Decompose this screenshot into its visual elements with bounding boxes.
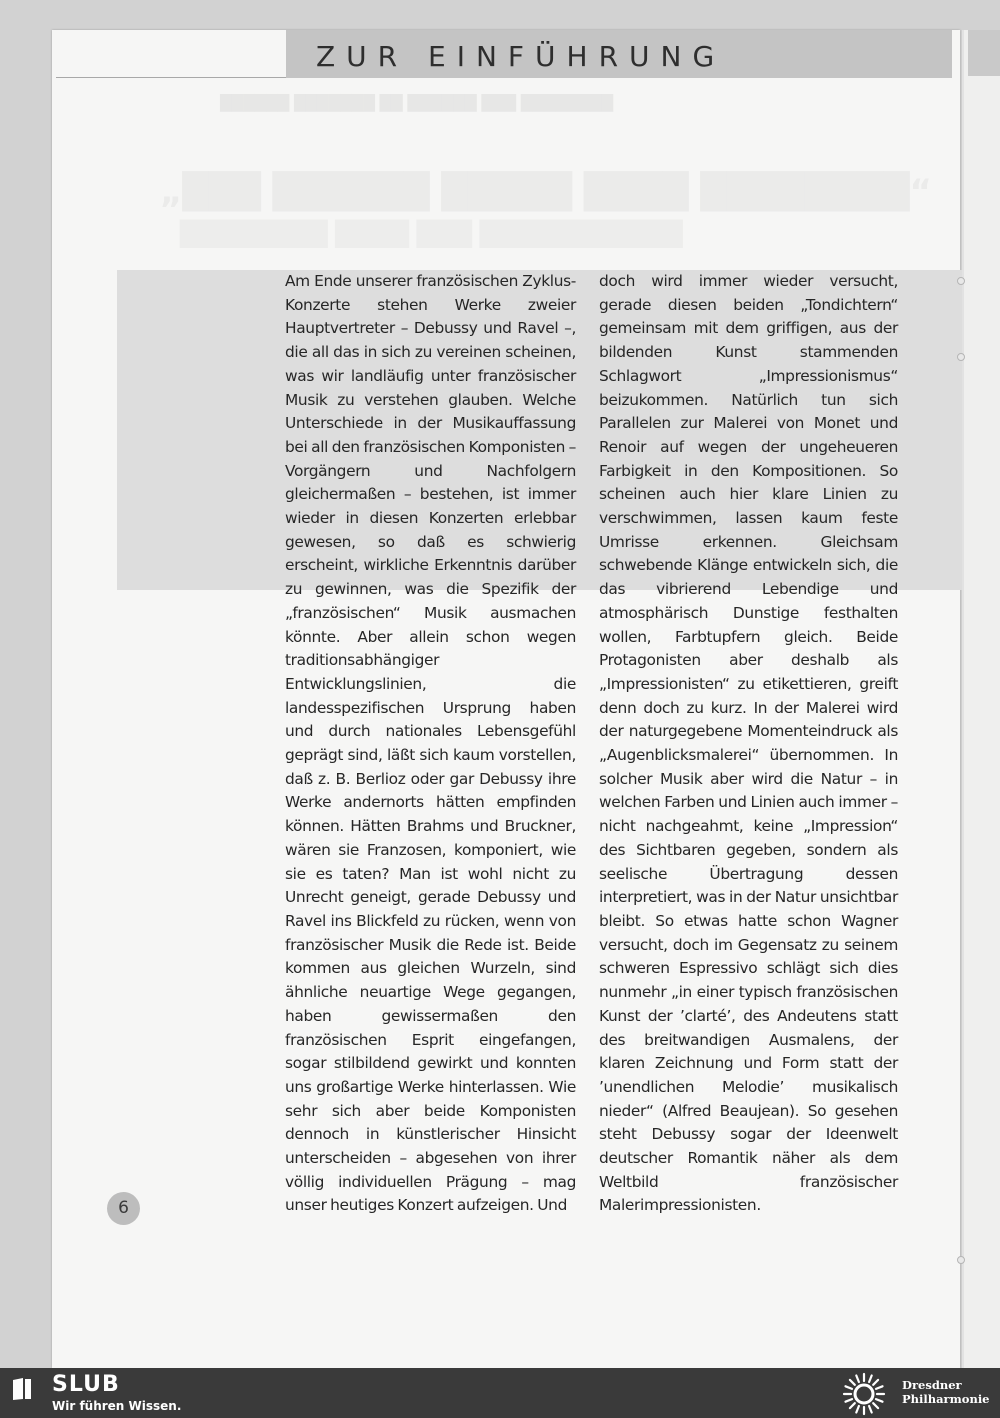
next-page-edge	[962, 30, 1000, 1368]
binding-ring	[957, 277, 965, 285]
section-header-band	[286, 30, 952, 78]
binding-ring	[957, 1256, 965, 1264]
text-column-left: Am Ende unserer französischen Zyklus-Konzerte stehen Werke zweier Hauptvertreter – Debussy und Ravel –, die all das in sich zu vereinen scheinen, was wir landläufig unter französischer Musik zu verstehen glauben. Welche Unterschiede in der Musikauffassung bei all den französischen Komponisten – Vorgängern und Nachfolgern gleichermaßen – bestehen, ist immer wieder in diesen Konzerten erlebbar gewesen, so daß es schwierig erscheint, wirkliche Erkenntnis darüber zu gewinnen, was die Spezifik der „französischen“ Musik ausmachen könnte. Aber allein schon wegen traditionsabhängiger Entwicklungslinien, die landesspezifischen Ursprung haben und durch nationales Lebensgefühl geprägt sind, läßt sich kaum vorstellen, daß z. B. Berlioz oder gar Debussy ihre Werke andernorts hätten empfinden können. Hätten Brahms und Bruckner, wären sie Franzosen, komponiert, wie sie es taten? Man ist wohl nicht zu Unrecht geneigt, gerade Debussy und Ravel ins Blickfeld zu rücken, wenn von französischer Musik die Rede ist. Beide kommen aus gleichen Wurzeln, sind ähnliche neuartige Wege gegangen, haben gewissermaßen den französischen Esprit eingefangen, sogar stilbildend gewirkt und konnten uns großartige Werke hinterlassen. Wie sehr sich aber beide Komponisten dennoch in künstlerischer Hinsicht unterscheiden – abgesehen von ihrer völlig individuellen Prägung – mag unser heutiges Konzert aufzeigen. Und	[285, 272, 576, 1215]
text-column-right: doch wird immer wieder versucht, gerade diesen beiden „Tondichtern“ gemeinsam mit dem griffigen, aus der bildenden Kunst stammenden Schlagwort „Impressionismus“ beizukommen. Natürlich tun sich Parallelen zur Malerei von Monet und Renoir auf wegen der ungeheueren Farbigkeit in den Kompositionen. So scheinen auch hier klare Linien zu verschwimmen, lassen kaum feste Umrisse erkennen. Gleichsam schwebende Klänge entwickeln sich, die das vibrierend Lebendige und atmosphärisch Dunstige festhalten wollen, Farbtupfern gleich. Beide Protagonisten aber deshalb als „Impressionisten“ zu etikettieren, greift denn doch zu kurz. In der Malerei wird der naturgegebene Momenteindruck als „Augenblicksmalerei“ übernommen. In solcher Musik aber wird die Natur – in welchen Farben und Linien auch immer – nicht nachgeahmt, keine „Impression“ des Sichtbaren gegeben, sondern als seelische Übertragung dessen interpretiert, was in der Natur unsichtbar bleibt. So etwas hatte schon Wagner versucht, doch im Gegensatz zu seinem schweren Espressivo schlägt sich dies nunmehr „in einer typisch französischen Kunst der ’clarté’, des Andeutens statt des breitwandigen Ausmalens, der klaren Zeichnung und Form statt der ’unendlichen Melodie’ musikalisch nieder“ (Alfred Beaujean). So gesehen steht Debussy sogar der Ideenwelt deutscher Romantik näher als dem Weltbild französischer Malerimpressionisten.	[599, 272, 898, 1215]
footer-bar	[0, 1368, 1000, 1418]
partner-name-line1: Dresdner	[902, 1378, 962, 1392]
header-rule	[56, 77, 286, 78]
page-number: 6	[107, 1192, 140, 1225]
partner-name-line2: Philharmonie	[902, 1392, 990, 1406]
sunburst-icon	[842, 1372, 886, 1416]
binding-ring	[957, 353, 965, 361]
book-icon	[10, 1377, 34, 1401]
library-name: SLUB	[52, 1372, 120, 1397]
show-through-subheading: ████████ ████ ███ ███████████	[180, 220, 683, 248]
section-title: ZUR EINFÜHRUNG	[316, 40, 726, 73]
show-through-text: ██████ ███████ ██ ██████ ███ ████████	[220, 94, 613, 112]
partner-name	[902, 1378, 990, 1406]
show-through-heading: „███ ██████ █████ ████ ████████“	[160, 172, 932, 212]
next-page-header-band	[968, 30, 1000, 76]
library-tagline: Wir führen Wissen.	[52, 1399, 182, 1413]
brochure-page	[52, 30, 960, 1368]
